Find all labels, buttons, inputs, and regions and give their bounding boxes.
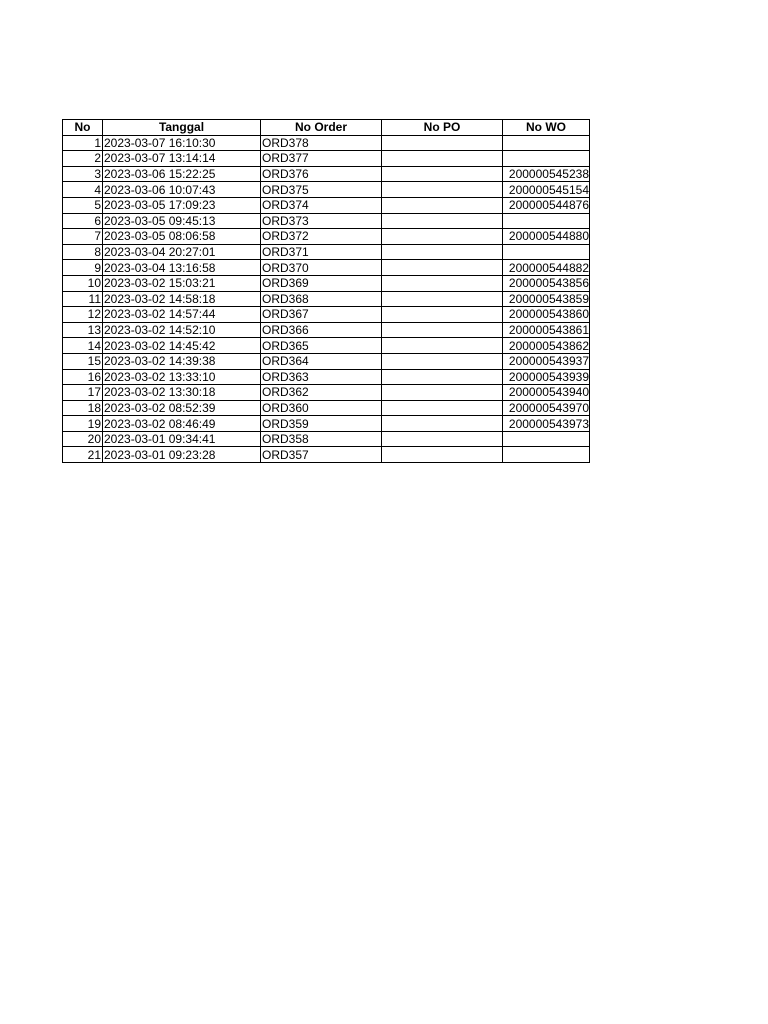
cell-no-order: ORD362 — [261, 385, 382, 401]
cell-no-wo: 200000544876 — [503, 197, 590, 213]
cell-tanggal: 2023-03-02 14:57:44 — [103, 307, 261, 323]
cell-no-po — [382, 416, 503, 432]
cell-no: 18 — [63, 400, 103, 416]
cell-no-order: ORD359 — [261, 416, 382, 432]
table-row — [63, 416, 590, 432]
cell-no: 7 — [63, 229, 103, 245]
cell-no-po — [382, 166, 503, 182]
table-row — [63, 151, 590, 167]
table-row — [63, 244, 590, 260]
cell-no: 21 — [63, 447, 103, 463]
cell-tanggal: 2023-03-05 17:09:23 — [103, 197, 261, 213]
cell-no-po — [382, 229, 503, 245]
cell-no-po — [382, 369, 503, 385]
cell-no: 11 — [63, 291, 103, 307]
cell-no-wo: 200000544880 — [503, 229, 590, 245]
cell-no-wo: 200000543860 — [503, 307, 590, 323]
cell-no: 17 — [63, 385, 103, 401]
cell-tanggal: 2023-03-02 14:52:10 — [103, 322, 261, 338]
cell-no: 9 — [63, 260, 103, 276]
cell-no: 20 — [63, 431, 103, 447]
cell-no-order: ORD370 — [261, 260, 382, 276]
cell-no-po — [382, 322, 503, 338]
table-row — [63, 307, 590, 323]
table-row — [63, 275, 590, 291]
cell-no-wo: 200000543859 — [503, 291, 590, 307]
cell-no-po — [382, 275, 503, 291]
cell-no-wo — [503, 431, 590, 447]
cell-no-order: ORD372 — [261, 229, 382, 245]
header-no-wo: No WO — [503, 120, 590, 136]
cell-no-wo: 200000543973 — [503, 416, 590, 432]
table-row — [63, 213, 590, 229]
table-row — [63, 353, 590, 369]
table-row — [63, 338, 590, 354]
cell-no: 10 — [63, 275, 103, 291]
table-row — [63, 229, 590, 245]
cell-no: 19 — [63, 416, 103, 432]
cell-no-po — [382, 151, 503, 167]
cell-no-po — [382, 307, 503, 323]
cell-no-po — [382, 400, 503, 416]
cell-tanggal: 2023-03-04 20:27:01 — [103, 244, 261, 260]
cell-no: 13 — [63, 322, 103, 338]
cell-no-order: ORD374 — [261, 197, 382, 213]
cell-tanggal: 2023-03-02 14:45:42 — [103, 338, 261, 354]
cell-no-order: ORD365 — [261, 338, 382, 354]
cell-no-order: ORD357 — [261, 447, 382, 463]
cell-no-po — [382, 338, 503, 354]
cell-no-wo: 200000543939 — [503, 369, 590, 385]
cell-tanggal: 2023-03-05 08:06:58 — [103, 229, 261, 245]
cell-no-wo: 200000545154 — [503, 182, 590, 198]
cell-no-wo — [503, 151, 590, 167]
cell-no-order: ORD360 — [261, 400, 382, 416]
cell-no-wo — [503, 213, 590, 229]
cell-no: 6 — [63, 213, 103, 229]
cell-no: 12 — [63, 307, 103, 323]
cell-no: 1 — [63, 135, 103, 151]
table-row — [63, 182, 590, 198]
cell-no: 8 — [63, 244, 103, 260]
cell-no-po — [382, 260, 503, 276]
cell-no-order: ORD363 — [261, 369, 382, 385]
table-row — [63, 166, 590, 182]
cell-no-order: ORD378 — [261, 135, 382, 151]
cell-tanggal: 2023-03-04 13:16:58 — [103, 260, 261, 276]
cell-no-wo: 200000543862 — [503, 338, 590, 354]
cell-no-order: ORD371 — [261, 244, 382, 260]
cell-no-wo — [503, 135, 590, 151]
order-table — [62, 119, 590, 463]
cell-no-wo: 200000544882 — [503, 260, 590, 276]
table-row — [63, 385, 590, 401]
cell-no-wo — [503, 447, 590, 463]
cell-tanggal: 2023-03-02 14:39:38 — [103, 353, 261, 369]
cell-tanggal: 2023-03-07 16:10:30 — [103, 135, 261, 151]
header-no-order: No Order — [261, 120, 382, 136]
cell-tanggal: 2023-03-05 09:45:13 — [103, 213, 261, 229]
cell-no-wo: 200000543856 — [503, 275, 590, 291]
cell-tanggal: 2023-03-02 14:58:18 — [103, 291, 261, 307]
cell-no-wo: 200000545238 — [503, 166, 590, 182]
cell-tanggal: 2023-03-02 08:46:49 — [103, 416, 261, 432]
cell-tanggal: 2023-03-07 13:14:14 — [103, 151, 261, 167]
cell-no: 4 — [63, 182, 103, 198]
cell-no: 15 — [63, 353, 103, 369]
table-row — [63, 135, 590, 151]
cell-no-po — [382, 447, 503, 463]
header-no-po: No PO — [382, 120, 503, 136]
cell-tanggal: 2023-03-06 15:22:25 — [103, 166, 261, 182]
cell-no: 5 — [63, 197, 103, 213]
cell-no-order: ORD366 — [261, 322, 382, 338]
cell-no-po — [382, 135, 503, 151]
table-row — [63, 260, 590, 276]
cell-no-wo: 200000543861 — [503, 322, 590, 338]
table-row — [63, 369, 590, 385]
table-row — [63, 197, 590, 213]
cell-no-po — [382, 197, 503, 213]
cell-tanggal: 2023-03-02 08:52:39 — [103, 400, 261, 416]
cell-no-po — [382, 353, 503, 369]
cell-no-order: ORD364 — [261, 353, 382, 369]
table-body — [63, 135, 590, 462]
cell-no-order: ORD375 — [261, 182, 382, 198]
cell-no-po — [382, 244, 503, 260]
cell-tanggal: 2023-03-06 10:07:43 — [103, 182, 261, 198]
cell-no-wo: 200000543970 — [503, 400, 590, 416]
cell-tanggal: 2023-03-02 13:30:18 — [103, 385, 261, 401]
cell-no: 14 — [63, 338, 103, 354]
cell-no-po — [382, 291, 503, 307]
cell-no-order: ORD376 — [261, 166, 382, 182]
table-row — [63, 431, 590, 447]
table-row — [63, 400, 590, 416]
table-header-row — [63, 120, 590, 136]
cell-no: 3 — [63, 166, 103, 182]
cell-no-po — [382, 213, 503, 229]
cell-no-order: ORD369 — [261, 275, 382, 291]
header-no: No — [63, 120, 103, 136]
cell-no-wo — [503, 244, 590, 260]
cell-no-order: ORD368 — [261, 291, 382, 307]
cell-no-po — [382, 182, 503, 198]
header-tanggal: Tanggal — [103, 120, 261, 136]
cell-tanggal: 2023-03-01 09:34:41 — [103, 431, 261, 447]
cell-no-order: ORD377 — [261, 151, 382, 167]
cell-no-order: ORD373 — [261, 213, 382, 229]
cell-tanggal: 2023-03-02 13:33:10 — [103, 369, 261, 385]
cell-no-order: ORD367 — [261, 307, 382, 323]
cell-tanggal: 2023-03-01 09:23:28 — [103, 447, 261, 463]
cell-no-wo: 200000543937 — [503, 353, 590, 369]
table-row — [63, 447, 590, 463]
cell-no-po — [382, 385, 503, 401]
table-row — [63, 322, 590, 338]
cell-no-wo: 200000543940 — [503, 385, 590, 401]
cell-no-po — [382, 431, 503, 447]
table-row — [63, 291, 590, 307]
cell-tanggal: 2023-03-02 15:03:21 — [103, 275, 261, 291]
cell-no: 16 — [63, 369, 103, 385]
cell-no: 2 — [63, 151, 103, 167]
cell-no-order: ORD358 — [261, 431, 382, 447]
